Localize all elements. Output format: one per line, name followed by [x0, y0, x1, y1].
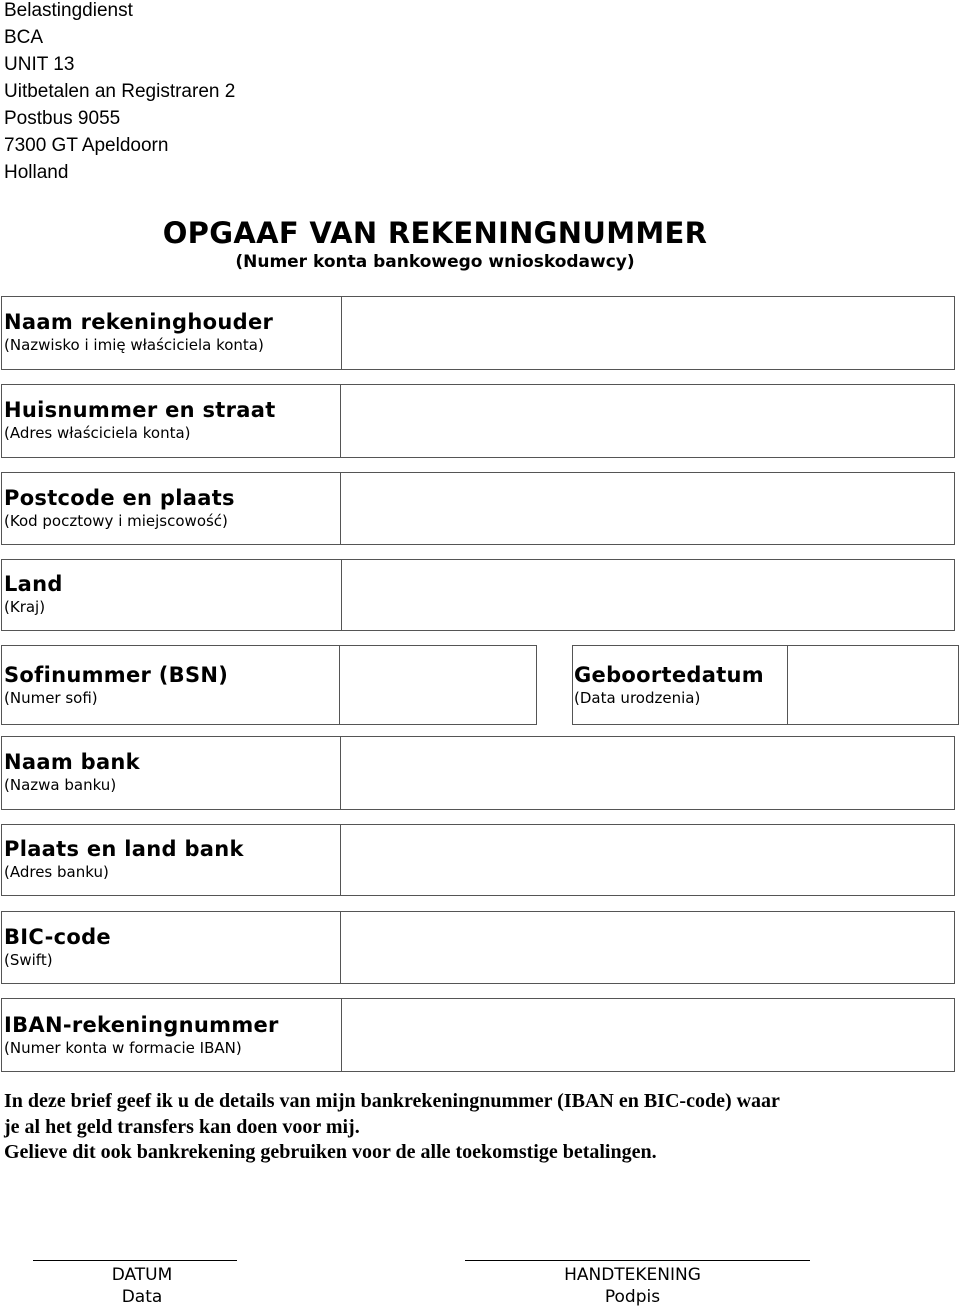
bsn-field[interactable] [339, 645, 537, 725]
field-label: IBAN-rekeningnummer [4, 1013, 279, 1037]
address-line: Holland [4, 162, 69, 183]
postcode-label [4, 486, 235, 531]
signature-sublabel: Podpis [604, 1287, 661, 1307]
field-label: BIC-code [4, 925, 111, 949]
birthdate-field[interactable] [787, 645, 959, 725]
date-sublabel: Data [121, 1287, 163, 1307]
address-line: 7300 GT Apeldoorn [4, 135, 169, 156]
iban-field[interactable] [341, 998, 955, 1072]
field-sublabel: (Nazwisko i imię właściciela konta) [4, 336, 264, 354]
date-label: DATUM [111, 1265, 173, 1285]
address-line: Uitbetalen an Registraren 2 [4, 81, 236, 102]
field-label: Huisnummer en straat [4, 398, 276, 422]
field-sublabel: (Adres banku) [4, 863, 109, 881]
field-sublabel: (Kod pocztowy i miejscowość) [4, 512, 228, 530]
bank-name-label [4, 750, 140, 795]
field-sublabel: (Nazwa banku) [4, 776, 117, 794]
field-sublabel: (Numer konta w formacie IBAN) [4, 1039, 242, 1057]
instruction-note [4, 1089, 780, 1166]
note-line: Gelieve dit ook bankrekening gebruiken voor de alle toekomstige betalingen. [4, 1141, 657, 1163]
field-label: Land [4, 572, 63, 596]
field-sublabel: (Swift) [4, 951, 53, 969]
address-line: Belastingdienst [4, 0, 133, 21]
bic-field[interactable] [340, 911, 955, 984]
iban-label [4, 1013, 279, 1058]
bsn-label [4, 663, 228, 708]
field-label: Geboortedatum [574, 663, 764, 687]
street-label [4, 398, 276, 443]
country-field[interactable] [341, 559, 955, 631]
account-holder-field[interactable] [341, 296, 955, 370]
postcode-field[interactable] [340, 472, 955, 545]
signature-caption [535, 1264, 730, 1308]
recipient-address [4, 0, 235, 186]
field-sublabel: (Kraj) [4, 598, 46, 616]
account-holder-label [4, 310, 273, 355]
note-line: je al het geld transfers kan doen voor mij. [4, 1115, 360, 1138]
field-label: Naam bank [4, 750, 140, 774]
signature-label: HANDTEKENING [564, 1265, 701, 1285]
form-subtitle: (Numer konta bankowego wnioskodawcy) [235, 252, 635, 272]
note-line: In deze brief geef ik u de details van mijn bankrekeningnummer (IBAN en BIC-code) waar [4, 1090, 780, 1112]
form-title: OPGAAF VAN REKENINGNUMMER [162, 216, 708, 250]
bank-address-label [4, 837, 244, 882]
street-field[interactable] [340, 384, 955, 458]
bank-address-field[interactable] [340, 824, 955, 896]
date-caption [60, 1264, 224, 1308]
address-line: Postbus 9055 [4, 108, 121, 129]
field-label: Postcode en plaats [4, 486, 235, 510]
signature-line[interactable] [465, 1260, 810, 1261]
bank-name-field[interactable] [340, 736, 955, 810]
field-label: Plaats en land bank [4, 837, 244, 861]
country-label [4, 572, 63, 617]
field-sublabel: (Numer sofi) [4, 689, 98, 707]
field-sublabel: (Adres właściciela konta) [4, 424, 191, 442]
field-label: Naam rekeninghouder [4, 310, 274, 334]
address-line: UNIT 13 [4, 54, 75, 75]
field-label: Sofinummer (BSN) [4, 663, 229, 687]
date-signature-line[interactable] [33, 1260, 237, 1261]
field-sublabel: (Data urodzenia) [574, 689, 701, 707]
birthdate-label [574, 663, 764, 708]
address-line: BCA [4, 27, 44, 48]
bic-label [4, 925, 111, 970]
